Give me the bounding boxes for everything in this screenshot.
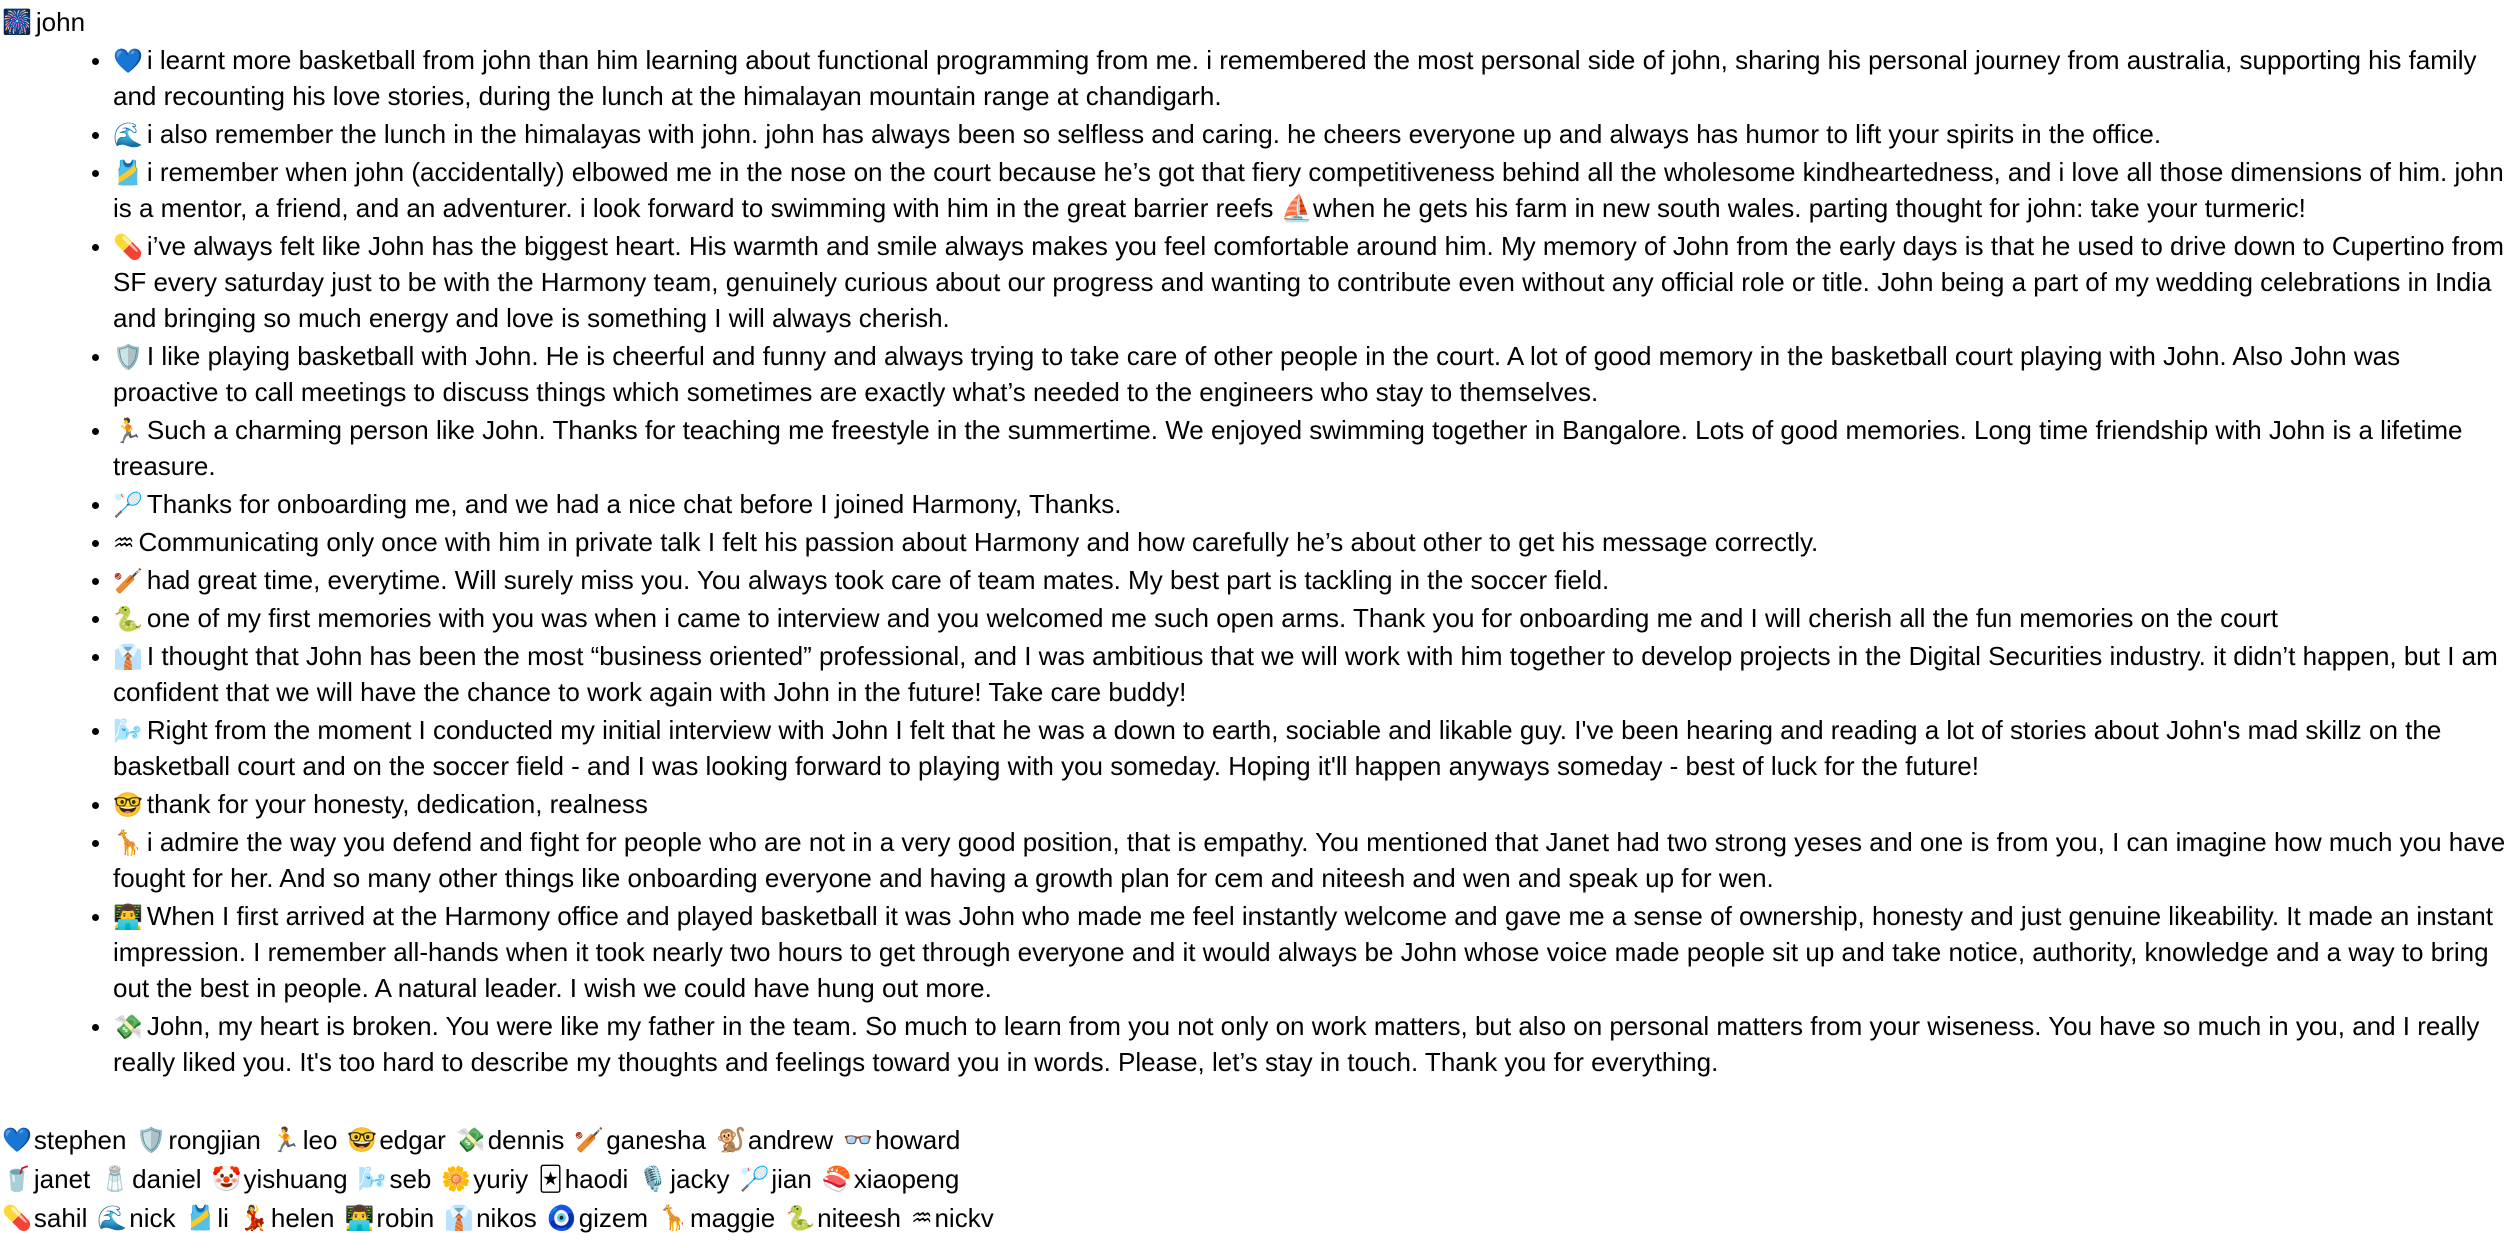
- signer-name: gizem: [578, 1202, 649, 1233]
- pill-icon: 💊: [2, 1203, 32, 1232]
- signer-haodi: [538, 1161, 628, 1197]
- list-item: [113, 712, 2514, 784]
- list-item: [113, 1008, 2514, 1080]
- memory-text: I thought that John has been the most “business oriented” professional, and I was ambitious that we will work with him together to develop projects in the Digital Securities industry. it didn’t happen, but I am confident that we will have the chance to work again with John in the future! Take care buddy!: [113, 641, 2498, 707]
- signer-yuriy: [441, 1161, 528, 1197]
- technologist-icon: 👨‍💻: [344, 1203, 375, 1232]
- blue-heart-icon: 💙: [113, 47, 143, 75]
- memory-text: Thanks for onboarding me, and we had a nice chat before I joined Harmony, Thanks.: [146, 489, 1122, 519]
- signer-janet: [2, 1161, 90, 1197]
- signer-name: haodi: [564, 1163, 629, 1194]
- monkey-icon: 🐒: [715, 1125, 746, 1154]
- sash-icon: 🎽: [185, 1203, 216, 1232]
- memory-text: Such a charming person like John. Thanks for teaching me freestyle in the summertime. We enjoyed swimming together in Bangalore. Lots of good memories. Long time friendship with John is a lifetime treasure.: [113, 415, 2463, 481]
- shield-icon: 🛡️: [136, 1125, 167, 1154]
- signer-name: dennis: [487, 1124, 565, 1155]
- shield-icon: 🛡️: [113, 343, 143, 371]
- list-item: [113, 898, 2514, 1006]
- signer-row-1: [2, 1120, 2514, 1159]
- signer-stephen: [2, 1122, 126, 1158]
- signer-nick: [97, 1200, 175, 1236]
- necktie-icon: 👔: [444, 1203, 475, 1232]
- signer-jacky: [638, 1161, 729, 1197]
- signer-nickv: [911, 1200, 994, 1236]
- list-item: [113, 824, 2514, 896]
- signer-name: rongjian: [168, 1124, 261, 1155]
- signer-name: xiaopeng: [853, 1163, 960, 1194]
- cricket-icon: 🏏: [574, 1125, 605, 1154]
- memory-text: i learnt more basketball from john than him learning about functional programming from me. i remembered the most personal side of john, sharing his personal journey from australia, supporting his family and recounting his love stories, during the lunch at the himalayan mountain range at chandigarh.: [113, 45, 2477, 111]
- signer-nikos: [444, 1200, 537, 1236]
- badminton-icon: 🏸: [113, 491, 143, 519]
- signer-name: leo: [302, 1124, 338, 1155]
- signer-name: robin: [376, 1202, 435, 1233]
- aquarius-icon: ♒: [910, 1203, 933, 1232]
- signer-name: nikos: [476, 1202, 537, 1233]
- glasses-icon: 👓: [843, 1125, 874, 1154]
- signer-name: niteesh: [817, 1202, 901, 1233]
- signer-dennis: [456, 1122, 565, 1158]
- signer-daniel: [100, 1161, 201, 1197]
- list-item: [113, 154, 2514, 226]
- snake-icon: 🐍: [113, 605, 143, 633]
- signer-seb: [358, 1161, 432, 1197]
- sushi-icon: 🍣: [821, 1164, 852, 1193]
- signer-row-3: [2, 1198, 2514, 1237]
- sash-icon: 🎽: [113, 159, 143, 187]
- signer-name: andrew: [747, 1124, 834, 1155]
- memory-text: i also remember the lunch in the himalayas with john. john has always been so selfless and caring. he cheers everyone up and always has humor to lift your spirits in the office.: [146, 119, 2162, 149]
- memory-list: [0, 42, 2514, 1080]
- wave-icon: 🌊: [97, 1203, 128, 1232]
- clown-icon: 🤡: [211, 1164, 242, 1193]
- list-item: [113, 338, 2514, 410]
- joker-card-icon: 🃏: [538, 1164, 563, 1193]
- cup-icon: 🥤: [2, 1164, 32, 1193]
- signer-name: nick: [129, 1202, 176, 1233]
- nazar-amulet-icon: 🧿: [546, 1203, 577, 1232]
- signer-leo: [271, 1122, 338, 1158]
- memory-text: i admire the way you defend and fight for people who are not in a very good position, that is empathy. You mentioned that Janet had two strong yeses and one is from you, I can imagine how much you have fought for her. And so many other things like onboarding everyone and having a growth plan for cem and niteesh and wen and speak up for wen.: [113, 827, 2506, 893]
- signer-name: jian: [771, 1163, 812, 1194]
- necktie-icon: 👔: [113, 643, 143, 671]
- signer-list: [0, 1120, 2514, 1237]
- signer-name: li: [217, 1202, 229, 1233]
- list-item: [113, 42, 2514, 114]
- pill-icon: 💊: [113, 233, 143, 261]
- signer-robin: [344, 1200, 434, 1236]
- memory-text: one of my first memories with you was when i came to interview and you welcomed me such open arms. Thank you for onboarding me and I will cherish all the fun memories on the court: [146, 603, 2278, 633]
- list-item: [113, 638, 2514, 710]
- memory-text: i remember when john (accidentally) elbowed me in the nose on the court because he’s got that fiery competitiveness behind all the wholesome kindheartedness, and i love all those dimensions of him. john is a mentor, a friend, and an adventurer. i look forward to swimming with him in the great barrier reefs ⛵️when he gets his farm in new south wales. parting thought for john: take your turmeric!: [113, 157, 2504, 223]
- signer-li: [186, 1200, 229, 1236]
- signer-name: yishuang: [243, 1163, 348, 1194]
- list-item: [113, 524, 2514, 560]
- memory-text: I like playing basketball with John. He is cheerful and funny and always trying to take care of other people in the court. A lot of good memory in the basketball court playing with John. Also John was proactive to call meetings to discuss things which sometimes are exactly what’s needed to the engineers who stay to themselves.: [113, 341, 2401, 407]
- list-item: [113, 786, 2514, 822]
- blue-heart-icon: 💙: [2, 1125, 32, 1154]
- list-item: [113, 116, 2514, 152]
- wind-icon: 🌬️: [357, 1164, 388, 1193]
- signer-maggie: [658, 1200, 775, 1236]
- signer-howard: [843, 1122, 960, 1158]
- snake-icon: 🐍: [785, 1203, 816, 1232]
- memory-text: thank for your honesty, dedication, realness: [146, 789, 648, 819]
- list-item: [113, 228, 2514, 336]
- memory-text: Right from the moment I conducted my initial interview with John I felt that he was a down to earth, sociable and likable guy. I've been hearing and reading a lot of stories about John's mad skillz on the basketball court and on the soccer field - and I was looking forward to playing with you someday. Hoping it'll happen anyways someday - best of luck for the future!: [113, 715, 2442, 781]
- wind-icon: 🌬️: [113, 717, 143, 745]
- signer-niteesh: [785, 1200, 901, 1236]
- signer-gizem: [547, 1200, 648, 1236]
- money-wings-icon: 💸: [113, 1013, 143, 1041]
- signer-name: helen: [270, 1202, 335, 1233]
- signer-name: nickv: [934, 1202, 994, 1233]
- memory-text: When I first arrived at the Harmony office and played basketball it was John who made me feel instantly welcome and gave me a sense of ownership, honesty and just genuine likeability. It made an instant impression. I remember all-hands when it took nearly two hours to get through everyone and it would always be John whose voice made people sit up and take notice, authority, knowledge and a way to bring out the best in people. A natural leader. I wish we could have hung out more.: [113, 901, 2493, 1003]
- signer-name: sahil: [33, 1202, 88, 1233]
- aquarius-icon: ♒: [113, 529, 135, 557]
- money-wings-icon: 💸: [455, 1125, 486, 1154]
- signer-name: daniel: [132, 1163, 202, 1194]
- signer-yishuang: [212, 1161, 348, 1197]
- fireworks-icon: 🎆: [2, 8, 32, 36]
- page-title-text: john: [35, 7, 86, 37]
- cricket-icon: 🏏: [113, 567, 143, 595]
- nerd-face-icon: 🤓: [347, 1125, 378, 1154]
- signer-name: janet: [33, 1163, 91, 1194]
- signer-edgar: [347, 1122, 445, 1158]
- signer-name: jacky: [670, 1163, 730, 1194]
- list-item: [113, 562, 2514, 598]
- list-item: [113, 486, 2514, 522]
- memory-text: i’ve always felt like John has the biggest heart. His warmth and smile always makes you feel comfortable around him. My memory of John from the early days is that he used to drive down to Cupertino from SF every saturday just to be with the Harmony team, genuinely curious about our progress and wanting to contribute even without any official role or title. John being a part of my wedding celebrations in India and bringing so much energy and love is something I will always cherish.: [113, 231, 2504, 333]
- wave-icon: 🌊: [113, 121, 143, 149]
- memory-text: John, my heart is broken. You were like my father in the team. So much to learn from you not only on work matters, but also on personal matters from your wiseness. You have so much in you, and I really really liked you. It's too hard to describe my thoughts and feelings toward you in words. Please, let’s stay in touch. Thank you for everything.: [113, 1011, 2480, 1077]
- signer-ganesha: [574, 1122, 706, 1158]
- giraffe-icon: 🦒: [113, 829, 143, 857]
- signer-jian: [739, 1161, 811, 1197]
- signer-helen: [239, 1200, 335, 1236]
- signer-name: seb: [389, 1163, 432, 1194]
- signer-rongjian: [136, 1122, 260, 1158]
- signer-name: ganesha: [606, 1124, 706, 1155]
- signer-row-2: [2, 1159, 2514, 1198]
- signer-name: howard: [875, 1124, 961, 1155]
- list-item: [113, 600, 2514, 636]
- microphone-icon: 🎙️: [638, 1164, 669, 1193]
- signer-name: edgar: [379, 1124, 446, 1155]
- runner-icon: 🏃: [113, 417, 143, 445]
- sunflower-icon: 🌼: [441, 1164, 472, 1193]
- salt-icon: 🧂: [100, 1164, 131, 1193]
- signer-name: stephen: [33, 1124, 127, 1155]
- signer-xiaopeng: [822, 1161, 959, 1197]
- memory-text: had great time, everytime. Will surely miss you. You always took care of team mates. My best part is tackling in the soccer field.: [146, 565, 1610, 595]
- signer-andrew: [716, 1122, 833, 1158]
- badminton-icon: 🏸: [739, 1164, 770, 1193]
- list-item: [113, 412, 2514, 484]
- nerd-face-icon: 🤓: [113, 791, 143, 819]
- signer-name: yuriy: [473, 1163, 529, 1194]
- technologist-icon: 👨‍💻: [113, 903, 143, 931]
- signer-name: maggie: [689, 1202, 776, 1233]
- dancer-icon: 💃: [238, 1203, 269, 1232]
- page-title: [0, 2, 2514, 42]
- giraffe-icon: 🦒: [658, 1203, 688, 1232]
- signer-sahil: [2, 1200, 87, 1236]
- runner-icon: 🏃: [270, 1125, 301, 1154]
- memory-text: Communicating only once with him in private talk I felt his passion about Harmony and how carefully he’s about other to get his message correctly.: [138, 527, 1819, 557]
